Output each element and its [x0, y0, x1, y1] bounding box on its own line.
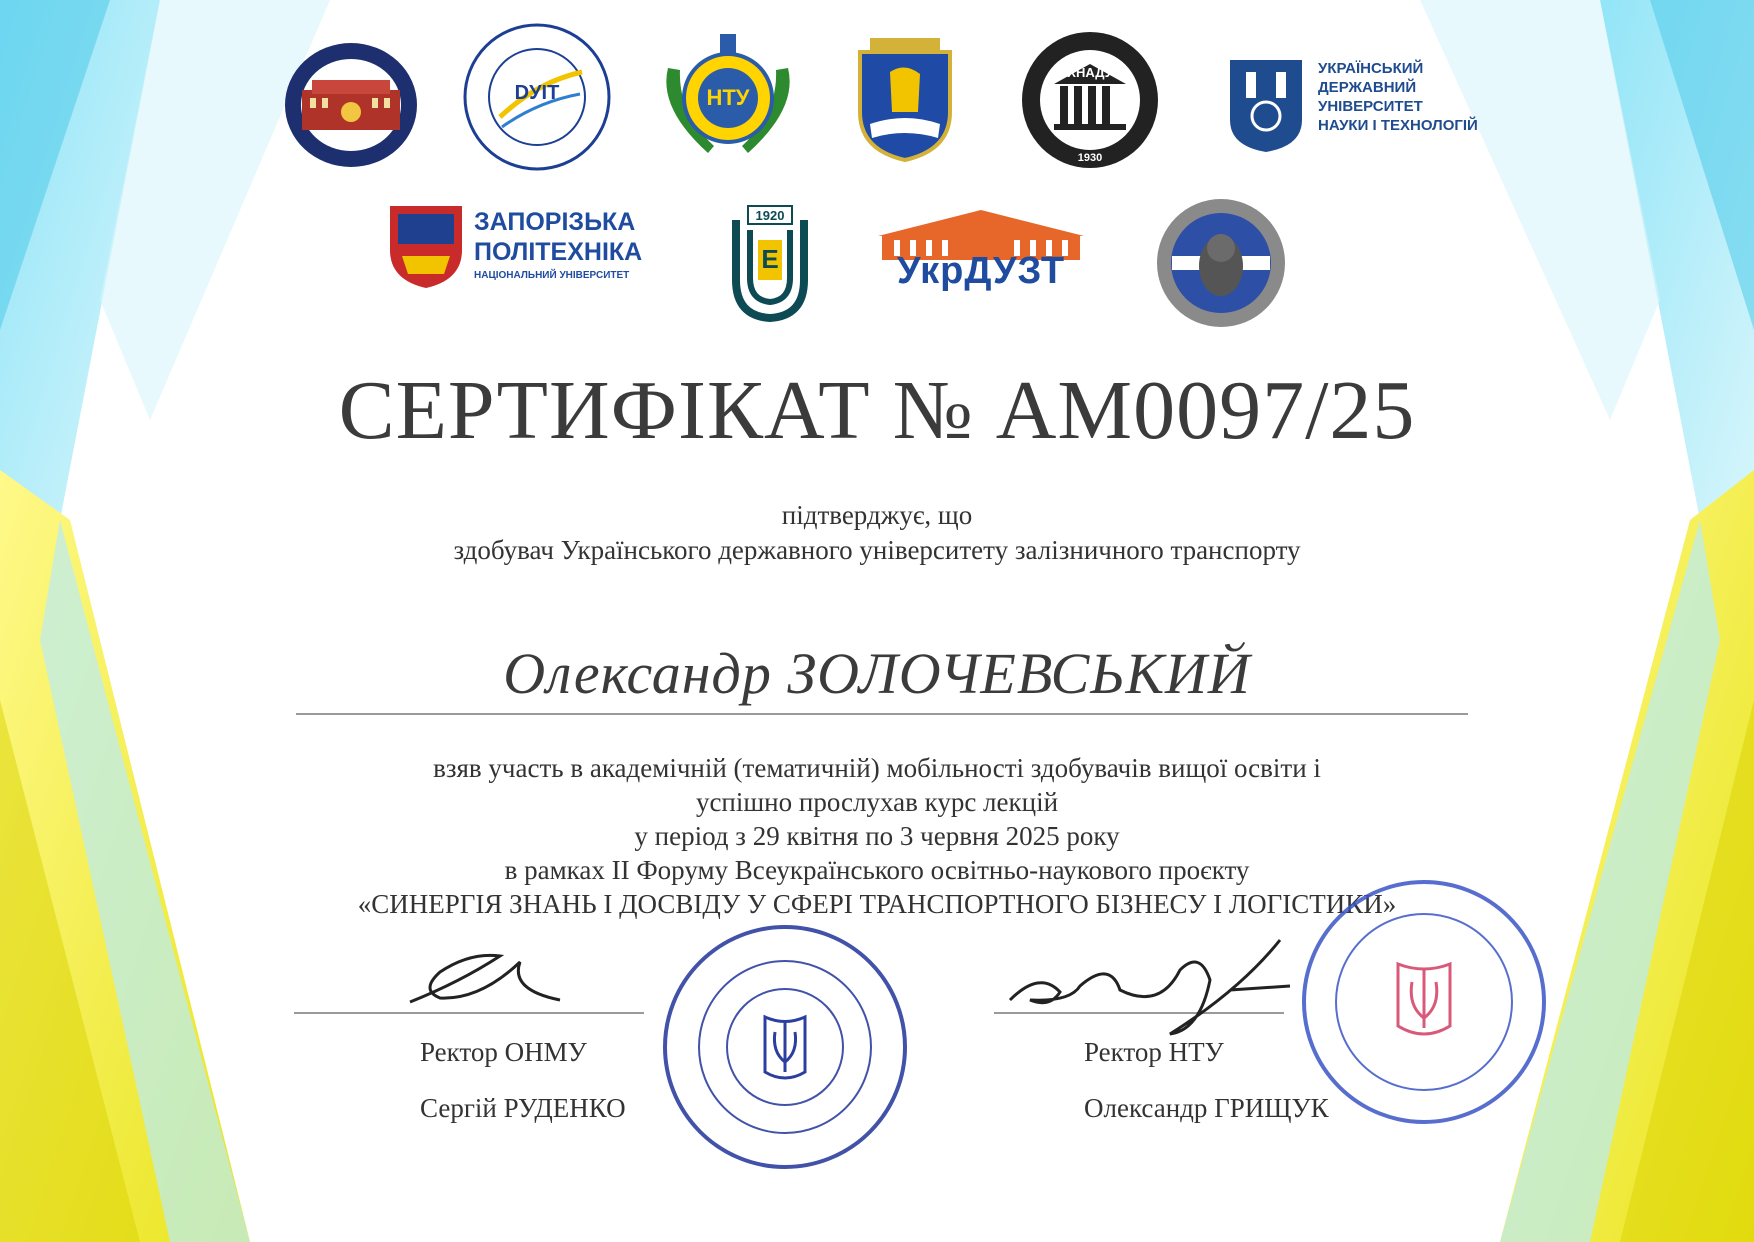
logo-medallion	[1154, 196, 1288, 330]
khnadu-mark: ХНАДУ	[1067, 65, 1113, 80]
khnadu-year: 1930	[1077, 152, 1103, 164]
right-signatory-position: Ректор НТУ	[1084, 1037, 1224, 1067]
zp-line3: НАЦІОНАЛЬНИЙ УНІВЕРСИТЕТ	[474, 270, 630, 281]
logo-zp-polytechnic	[386, 200, 643, 290]
zp-line2: ПОЛІТЕХНІКА	[474, 238, 643, 266]
ntu-mark: НТУ	[706, 85, 750, 110]
recipient-name: Олександр ЗОЛОЧЕВСЬКИЙ	[503, 641, 1251, 706]
signature-left	[400, 942, 580, 1022]
logo-1920	[728, 200, 812, 324]
left-signatory-position: Ректор ОНМУ	[420, 1037, 587, 1067]
logo-dduit-building	[282, 40, 420, 170]
logo-1920-year: 1920	[755, 208, 785, 223]
body-line-3: у період з 29 квітня по 3 червня 2025 року	[634, 821, 1120, 851]
logo-ukrduzt	[878, 206, 1084, 296]
stamp-left	[660, 922, 910, 1172]
signature-right	[1000, 930, 1300, 1040]
body-line-5: «СИНЕРГІЯ ЗНАНЬ І ДОСВІДУ У СФЕРІ ТРАНСПОРТНОГО БІЗНЕСУ І ЛОГІСТИКИ»	[357, 889, 1397, 919]
usust-line3: УНІВЕРСИТЕТ	[1318, 98, 1423, 115]
student-of-text: здобувач Українського державного університету залізничного транспорту	[453, 535, 1301, 565]
usust-line2: ДЕРЖАВНИЙ	[1318, 79, 1417, 96]
certificate-title: СЕРТИФІКАТ № АМ0097/25	[338, 364, 1416, 457]
body-line-1: взяв участь в академічній (тематичній) мобільності здобувачів вищої освіти і	[433, 753, 1321, 783]
body-line-4: в рамках ІІ Форуму Всеукраїнського освітньо-наукового проєкту	[504, 855, 1250, 885]
logo-khnadu	[1018, 28, 1162, 172]
logo-1920-mark: E	[761, 244, 779, 274]
usust-line1: УКРАЇНСЬКИЙ	[1318, 60, 1424, 77]
name-underline	[296, 713, 1468, 715]
usust-line4: НАУКИ І ТЕХНОЛОГІЙ	[1318, 117, 1478, 134]
confirms-text: підтверджує, що	[781, 500, 973, 530]
left-signatory-name: Сергій РУДЕНКО	[420, 1093, 626, 1123]
ukrduzt-mark: УкрДУЗТ	[896, 250, 1066, 292]
logo-dduit	[462, 22, 612, 172]
dduit-mark: DУІТ	[514, 82, 560, 104]
zp-line1: ЗАПОРІЗЬКА	[474, 208, 636, 236]
logo-coat-of-arms-city	[850, 32, 960, 167]
logo-usust	[1226, 50, 1476, 154]
right-signatory-name: Олександр ГРИЩУК	[1084, 1093, 1329, 1123]
logo-ntu	[648, 28, 808, 166]
stamp-right	[1300, 878, 1548, 1126]
body-line-2: успішно прослухав курс лекцій	[695, 787, 1059, 817]
